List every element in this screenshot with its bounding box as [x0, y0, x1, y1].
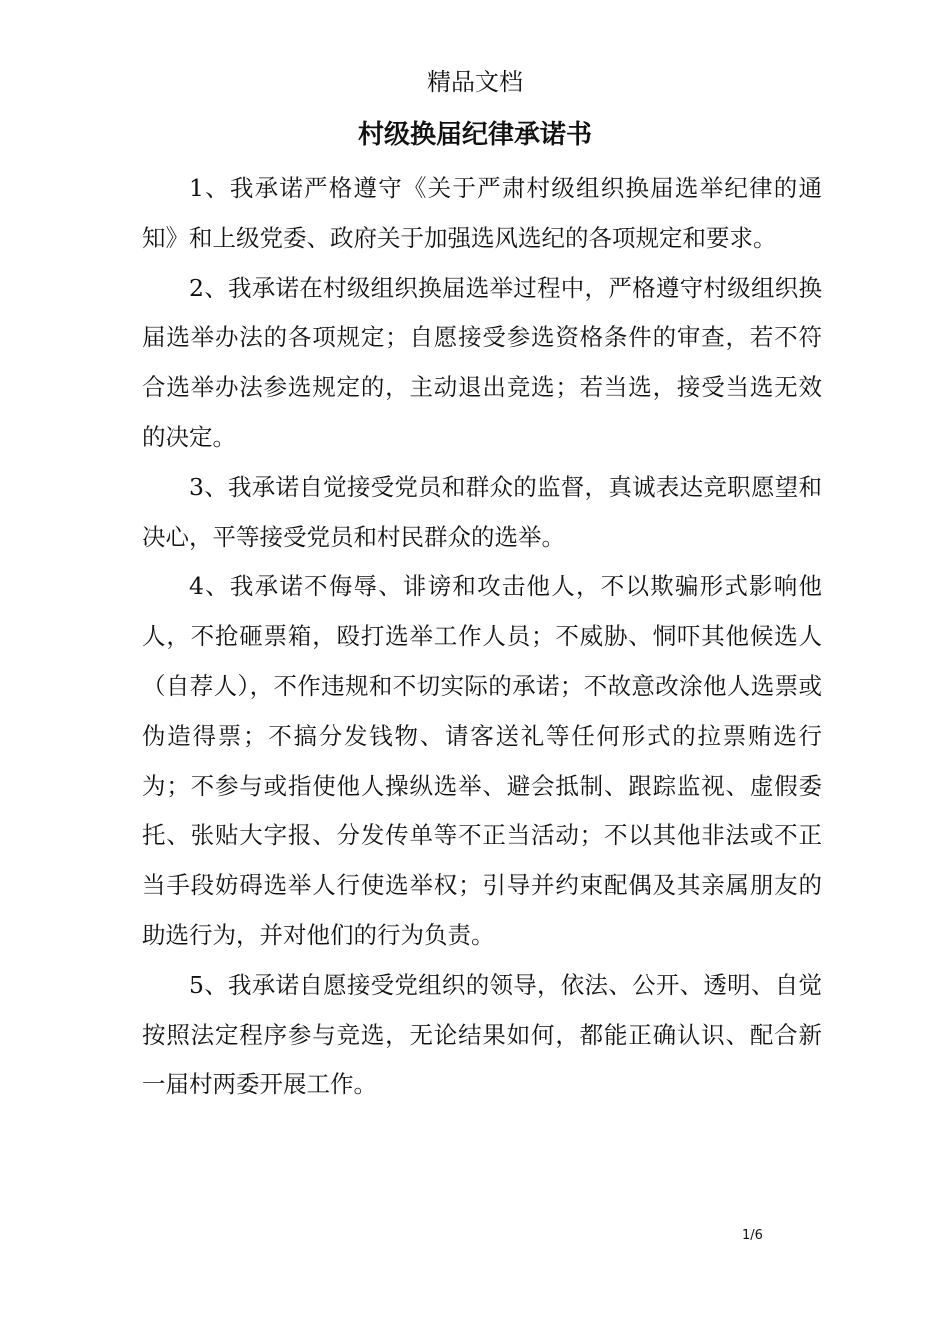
paragraph-3: 3、我承诺自觉接受党员和群众的监督，真诚表达竞职愿望和决心，平等接受党员和村民群众的选举。 — [142, 472, 822, 551]
page-header: 精品文档 — [427, 68, 523, 96]
document-body — [142, 164, 822, 1110]
document-title: 村级换届纪律承诺书 — [357, 120, 592, 150]
paragraph-5: 5、我承诺自愿接受党组织的领导，依法、公开、透明、自觉按照法定程序参与竞选，无论结果如何，都能正确认识、配合新一届村两委开展工作。 — [142, 970, 822, 1099]
paragraph-1: 1、我承诺严格遵守《关于严肃村级组织换届选举纪律的通知》和上级党委、政府关于加强选风选纪的各项规定和要求。 — [142, 174, 822, 252]
paragraph-2: 2、我承诺在村级组织换届选举过程中，严格遵守村级组织换届选举办法的各项规定；自愿接受参选资格条件的审查，若不符合选举办法参选规定的，主动退出竞选；若当选，接受当选无效的决定。 — [142, 273, 822, 451]
paragraph-4: 4、我承诺不侮辱、诽谤和攻击他人，不以欺骗形式影响他人，不抢砸票箱，殴打选举工作人员；不威胁、恫吓其他候选人（自荐人），不作违规和不切实际的承诺；不故意改涂他人选票或伪造得票；不搞分发钱物、请客送礼等任何形式的拉票贿选行为；不参与或指使他人操纵选举、避会抵制、跟踪监视、虚假委托、张贴大字报、分发传单等不正当活动；不以其他非法或不正当手段妨碍选举人行使选举权；引导并约束配偶及其亲属朋友的助选行为，并对他们的行为负责。 — [142, 572, 822, 949]
page-number: 1/6 — [742, 1228, 763, 1243]
